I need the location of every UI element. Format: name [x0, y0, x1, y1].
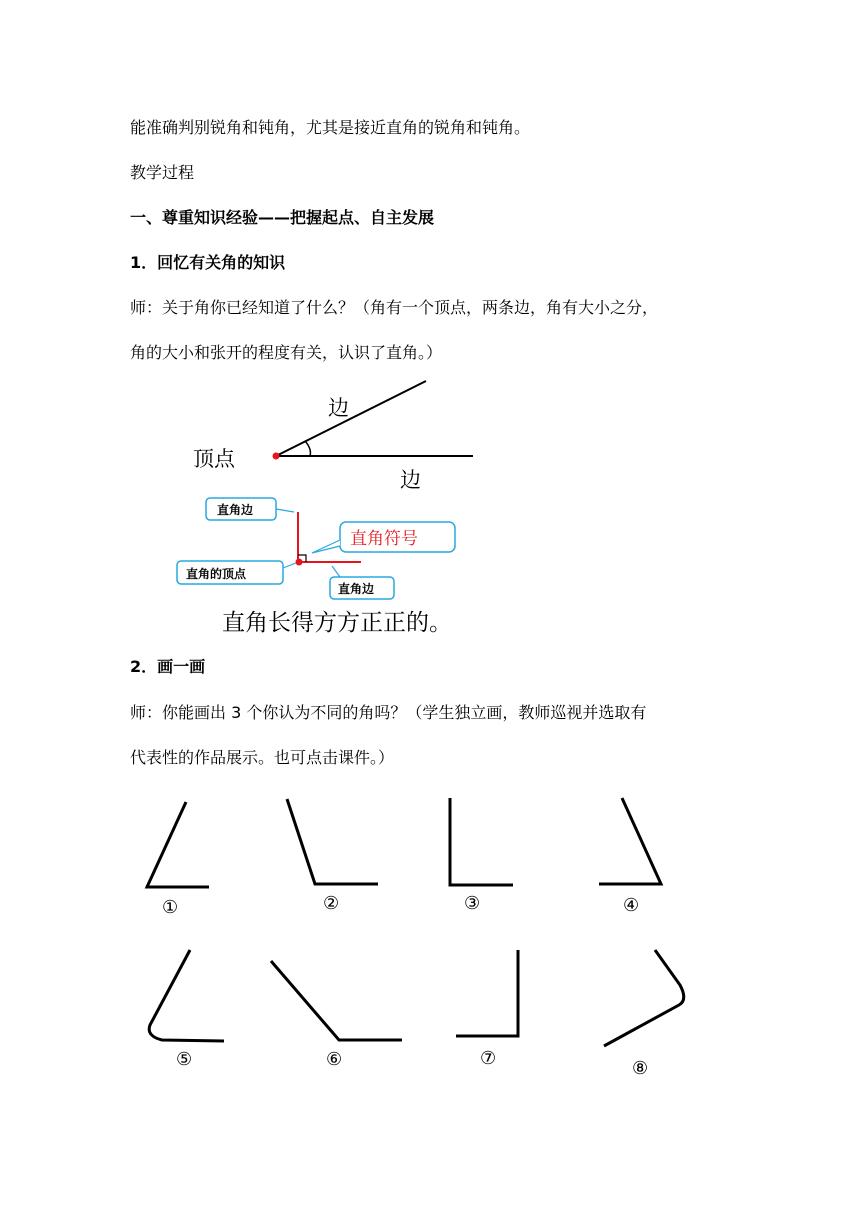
drawing-5 [149, 950, 224, 1041]
angle-edge-top [276, 381, 426, 456]
drawing-8 [604, 950, 684, 1046]
callout-symbol-text: 直角符号 [350, 529, 418, 549]
drawing-label-4: ④ [623, 895, 640, 916]
drawing-labels [162, 893, 648, 1079]
drawing-label-7: ⑦ [480, 1048, 497, 1069]
student-drawings [147, 798, 684, 1046]
paragraph-line-9: 代表性的作品展示。也可点击课件。） [130, 748, 395, 767]
edge-label-bottom: 边 [400, 468, 421, 492]
callout-vertex-text: 直角的顶点 [186, 567, 247, 581]
angle-vertex-dot [273, 453, 280, 460]
paragraph-line-5: 师：关于角你已经知道了什么？（角有一个顶点，两条边，角有大小之分， [130, 298, 659, 317]
callout-symbol-pointer [312, 540, 340, 553]
drawing-1 [147, 802, 209, 887]
drawing-4 [599, 798, 661, 884]
drawing-6 [271, 961, 402, 1040]
drawing-2 [287, 799, 378, 884]
section-heading-1: 一、尊重知识经验——把握起点、自主发展 [130, 208, 435, 227]
edge-label-top: 边 [328, 396, 349, 420]
paragraph-line-6: 角的大小和张开的程度有关，认识了直角。） [130, 343, 443, 362]
drawing-label-5: ⑤ [176, 1049, 193, 1070]
drawing-label-8: ⑧ [632, 1058, 649, 1079]
drawing-label-2: ② [323, 893, 340, 914]
callout-top-side-text: 直角边 [217, 503, 254, 517]
drawing-label-3: ③ [464, 893, 481, 914]
drawing-7 [456, 950, 518, 1036]
paragraph-line-1: 能准确判别锐角和钝角，尤其是接近直角的锐角和钝角。 [130, 118, 531, 137]
right-angle-vertex-dot [296, 559, 303, 566]
callout-bottom-side-text: 直角边 [338, 582, 375, 596]
paragraph-line-8: 师：你能画出 3 个你认为不同的角吗？（学生独立画，教师巡视并选取有 [130, 703, 647, 722]
right-angle-figure [177, 498, 455, 636]
drawing-label-6: ⑥ [326, 1049, 343, 1070]
callout-vertex-pointer [283, 563, 296, 568]
drawing-3 [450, 798, 513, 885]
right-angle-caption: 直角长得方方正正的。 [222, 610, 452, 636]
angle-arc [305, 441, 310, 456]
section-heading-process: 教学过程 [130, 163, 195, 182]
subheading-2: 2．画一画 [130, 657, 206, 676]
angle-figure [193, 381, 473, 492]
drawing-label-1: ① [162, 897, 179, 918]
callout-bottom-side-pointer [332, 566, 340, 577]
vertex-label: 顶点 [193, 447, 235, 471]
callout-top-side-pointer [276, 509, 294, 512]
subheading-1: 1．回忆有关角的知识 [130, 253, 286, 272]
